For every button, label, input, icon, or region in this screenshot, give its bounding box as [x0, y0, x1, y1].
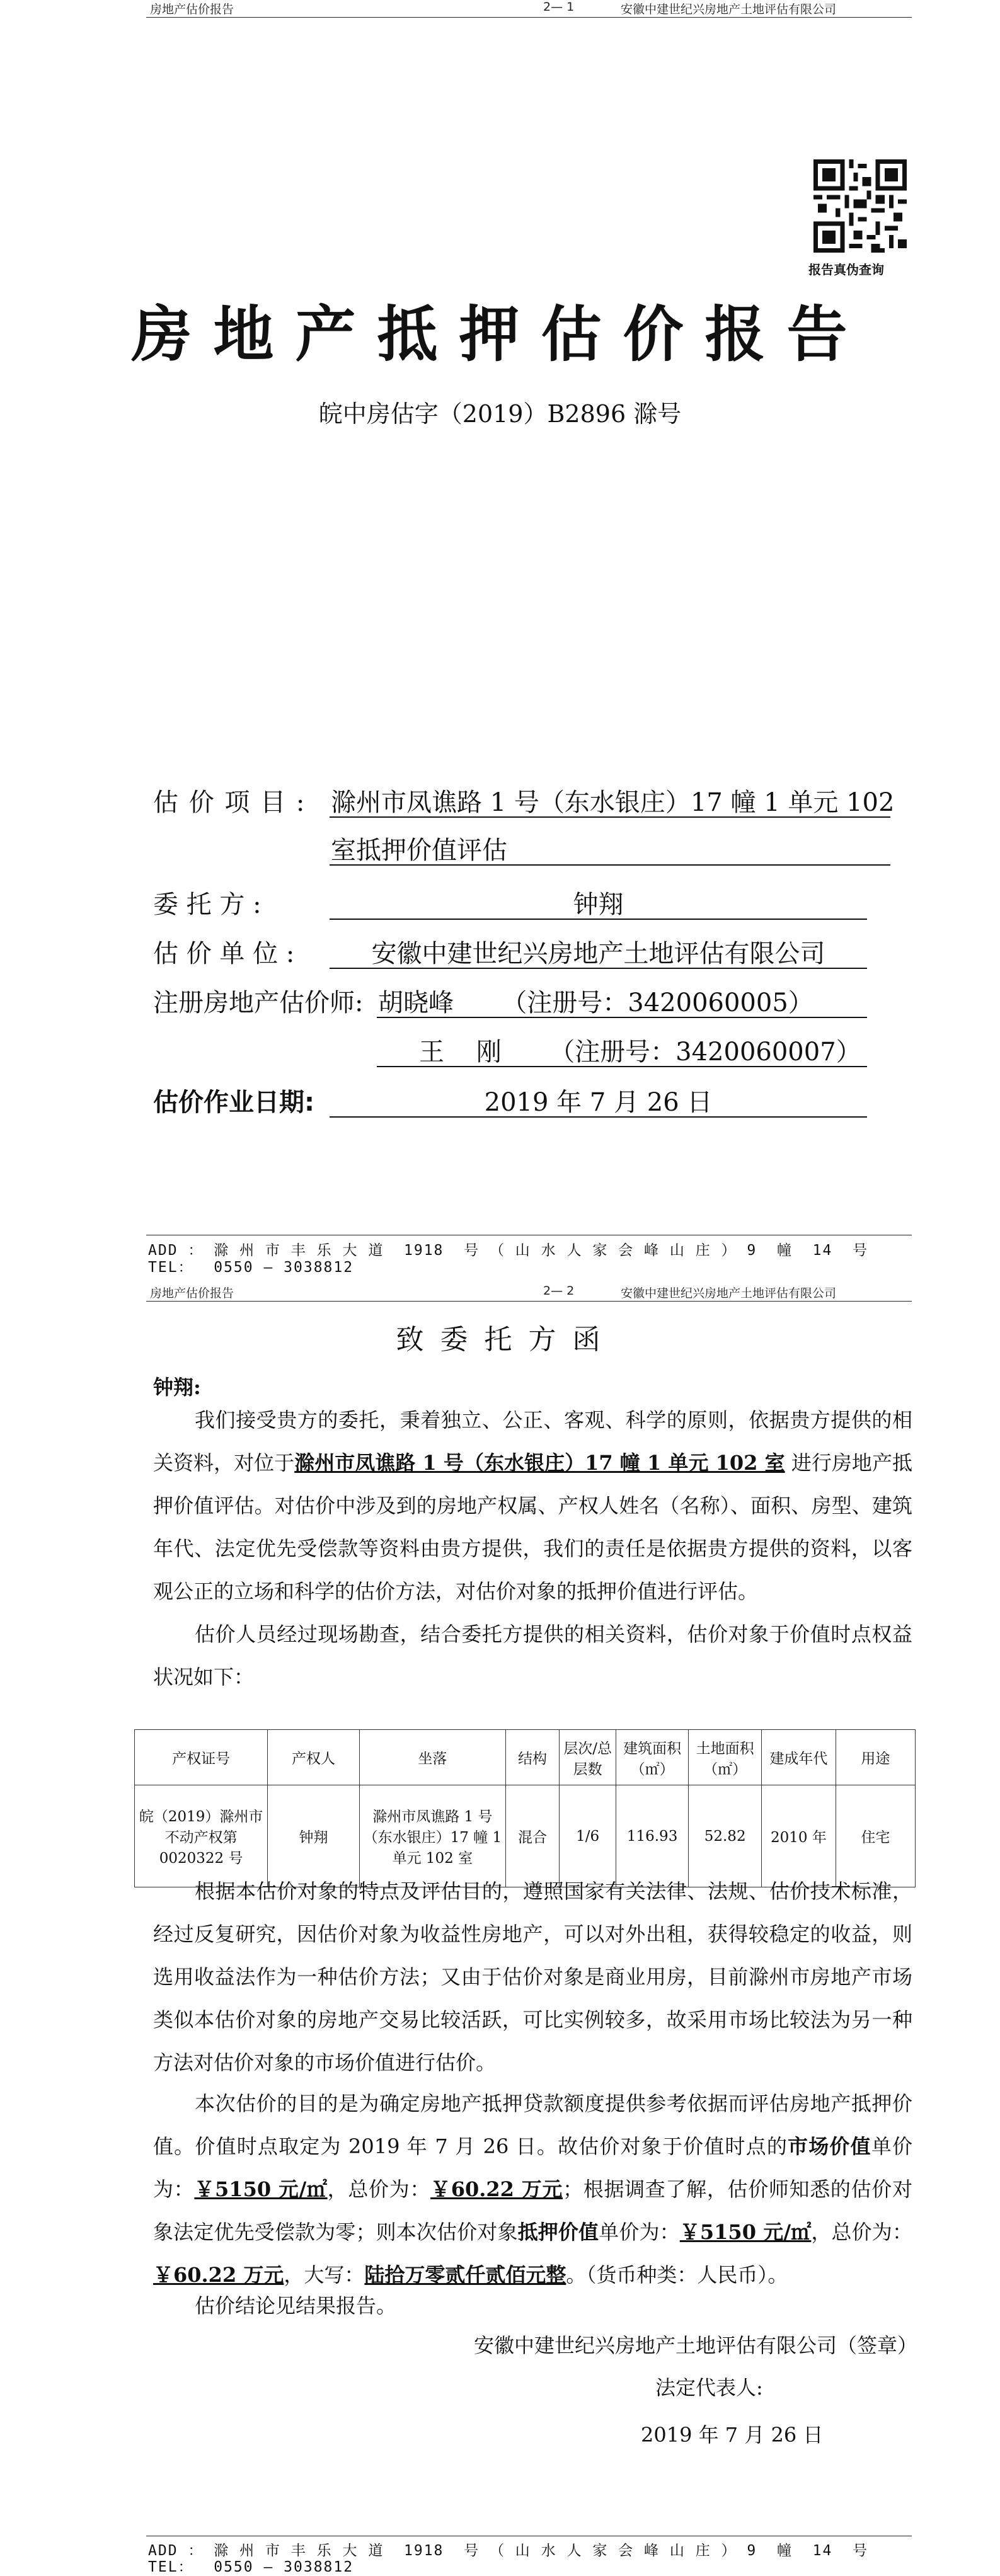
appraiser-2-underline — [377, 1066, 867, 1067]
project-value-line1: 滁州市凤谯路 1 号（东水银庄）17 幢 1 单元 102 — [331, 788, 895, 817]
salutation: 钟翔: — [153, 1375, 201, 1399]
appraiser-label: 注册房地产估价师: — [153, 988, 364, 1017]
page2-header-left: 房地产估价报告 — [150, 1286, 234, 1300]
property-table — [134, 1729, 916, 1887]
paragraph-5: 估价结论见结果报告。 — [195, 2294, 397, 2318]
usage: 住宅 — [836, 1785, 915, 1887]
table-header: 层次/总层数 — [560, 1730, 616, 1785]
building-area: 116.93 — [616, 1785, 688, 1887]
client-label: 委 托 方 : — [153, 890, 261, 919]
project-value-line2: 室抵押价值评估 — [331, 836, 507, 865]
table-header: 土地面积（㎡） — [689, 1730, 762, 1785]
letter-title: 致 委 托 方 函 — [396, 1324, 604, 1356]
page1-header-page-number: 2— 1 — [543, 0, 575, 14]
qr-code-icon[interactable] — [813, 159, 907, 253]
mortgage-value-label: 抵押价值 — [517, 2220, 599, 2244]
date-value: 2019 年 7 月 26 日 — [484, 1088, 713, 1117]
table-header: 建筑面积（㎡） — [616, 1730, 688, 1785]
table-header: 建成年代 — [762, 1730, 836, 1785]
table-header: 用途 — [836, 1730, 915, 1785]
project-underline-1 — [330, 816, 890, 818]
signature-representative: 法定代表人: — [655, 2376, 763, 2400]
build-year: 2010 年 — [762, 1785, 836, 1887]
signature-date: 2019 年 7 月 26 日 — [641, 2423, 824, 2447]
table-header: 结构 — [505, 1730, 559, 1785]
market-value-label: 市场价值 — [788, 2134, 871, 2158]
market-unit-price: ￥5150 元/㎡ — [194, 2177, 328, 2201]
table-header-row — [135, 1730, 916, 1785]
page1-header-right: 安徽中建世纪兴房地产土地评估有限公司 — [621, 3, 837, 16]
table-header: 产权证号 — [135, 1730, 268, 1785]
report-number: 皖中房估字（2019）B2896 滁号 — [318, 400, 682, 428]
client-underline — [330, 919, 867, 920]
land-area: 52.82 — [689, 1785, 762, 1887]
report-title: 房地产抵押估价报告 — [131, 299, 869, 370]
page2-header-rule — [146, 1301, 912, 1302]
property-address: 滁州市凤谯路 1 号（东水银庄）17 幢 1 单元 102 室 — [294, 1451, 785, 1475]
appraiser-1-underline — [377, 1017, 867, 1018]
owner: 钟翔 — [268, 1785, 360, 1887]
structure: 混合 — [505, 1785, 559, 1887]
page1-footer-address: ADD ： 滁 州 市 丰 乐 大 道 1918 号 （ 山 水 人 家 会 峰 山 庄 ） 9 幢 14 号 — [148, 1242, 869, 1259]
paragraph-2: 估价人员经过现场勘查，结合委托方提供的相关资料，估价对象于价值时点权益状况如下： — [153, 1622, 912, 1689]
amount-in-words: 陆拾万零贰仟贰佰元整 — [364, 2263, 566, 2287]
page2-header-page-number: 2— 2 — [543, 1284, 575, 1298]
market-total-price: ￥60.22 万元 — [430, 2177, 563, 2201]
unit-value: 安徽中建世纪兴房地产土地评估有限公司 — [371, 939, 825, 968]
qr-caption: 报告真伪查询 — [808, 262, 884, 277]
paragraph-3: 根据本估价对象的特点及评估目的，遵照国家有关法律、法规、估价技术标准，经过反复研究，因估价对象为收益性房地产，可以对外出租，获得较稳定的收益，则选用收益法作为一种估价方法；又由于估价对象是商业用房，目前滁州市房地产市场类似本估价对象的房地产交易比较活跃，可比实例较多，故采用市场比较法为另一种方法对估价对象的市场价值进行估价。 — [153, 1879, 912, 2075]
table-header: 产权人 — [268, 1730, 360, 1785]
page1-header-rule — [146, 17, 912, 18]
signature-company: 安徽中建世纪兴房地产土地评估有限公司（签章） — [474, 2333, 918, 2357]
project-underline-2 — [330, 864, 890, 866]
project-label: 估 价 项 目 : — [153, 788, 306, 817]
cert-number: 皖（2019）滁州市不动产权第0020322 号 — [135, 1785, 268, 1887]
mortgage-unit-price: ￥5150 元/㎡ — [679, 2220, 812, 2244]
table-header: 坐落 — [359, 1730, 505, 1785]
unit-label: 估 价 单 位 : — [153, 939, 295, 968]
paragraph-1: 我们接受贵方的委托，秉着独立、公正、客观、科学的原则，依据贵方提供的相关资料，对位于滁州市凤谯路 1 号（东水银庄）17 幢 1 单元 102 室 进行房地产抵押价值评估。对估价中涉及到的房地产权属、产权人姓名（名称）、面积、房型、建筑年代、法定优先受偿款等资料由贵方提供，我们的责任是依据贵方提供的资料，以客观公正的立场和科学的估价方法，对估价对象的抵押价值进行评估。 — [153, 1408, 912, 1603]
page1-header-left: 房地产估价报告 — [150, 3, 234, 16]
page2-header-right: 安徽中建世纪兴房地产土地评估有限公司 — [621, 1286, 837, 1300]
page2-footer-address: ADD ： 滁 州 市 丰 乐 大 道 1918 号 （ 山 水 人 家 会 峰 山 庄 ） 9 幢 14 号 — [148, 2543, 869, 2559]
floor: 1/6 — [560, 1785, 616, 1887]
mortgage-total-price: ￥60.22 万元 — [153, 2263, 284, 2287]
paragraph-4: 本次估价的目的是为确定房地产抵押贷款额度提供参考依据而评估房地产抵押价值。价值时点取定为 2019 年 7 月 26 日。故估价对象于价值时点的市场价值单价为：￥5150 元/㎡，总价为：￥60.22 万元；根据调查了解，估价师知悉的估价对象法定优先受偿款为零；则本次估价对象抵押价值单价为：￥5150 元/㎡，总价为：￥60.22 万元，大写：陆拾万零贰仟贰佰元整。（货币种类：人民币）。 — [153, 2092, 912, 2287]
page1-footer-tel: TEL： 0550 — 3038812 — [148, 1259, 354, 1276]
date-underline — [330, 1116, 867, 1118]
appraiser-1: 胡晓峰 （注册号：3420060005） — [378, 988, 813, 1017]
page2-footer-tel: TEL： 0550 — 3038812 — [148, 2559, 354, 2575]
date-label: 估价作业日期: — [153, 1088, 314, 1117]
client-value: 钟翔 — [573, 890, 624, 919]
appraiser-2: 王 刚 （注册号：3420060007） — [419, 1038, 861, 1067]
unit-underline — [330, 968, 867, 969]
location: 滁州市凤谯路 1 号（东水银庄）17 幢 1 单元 102 室 — [359, 1785, 505, 1887]
